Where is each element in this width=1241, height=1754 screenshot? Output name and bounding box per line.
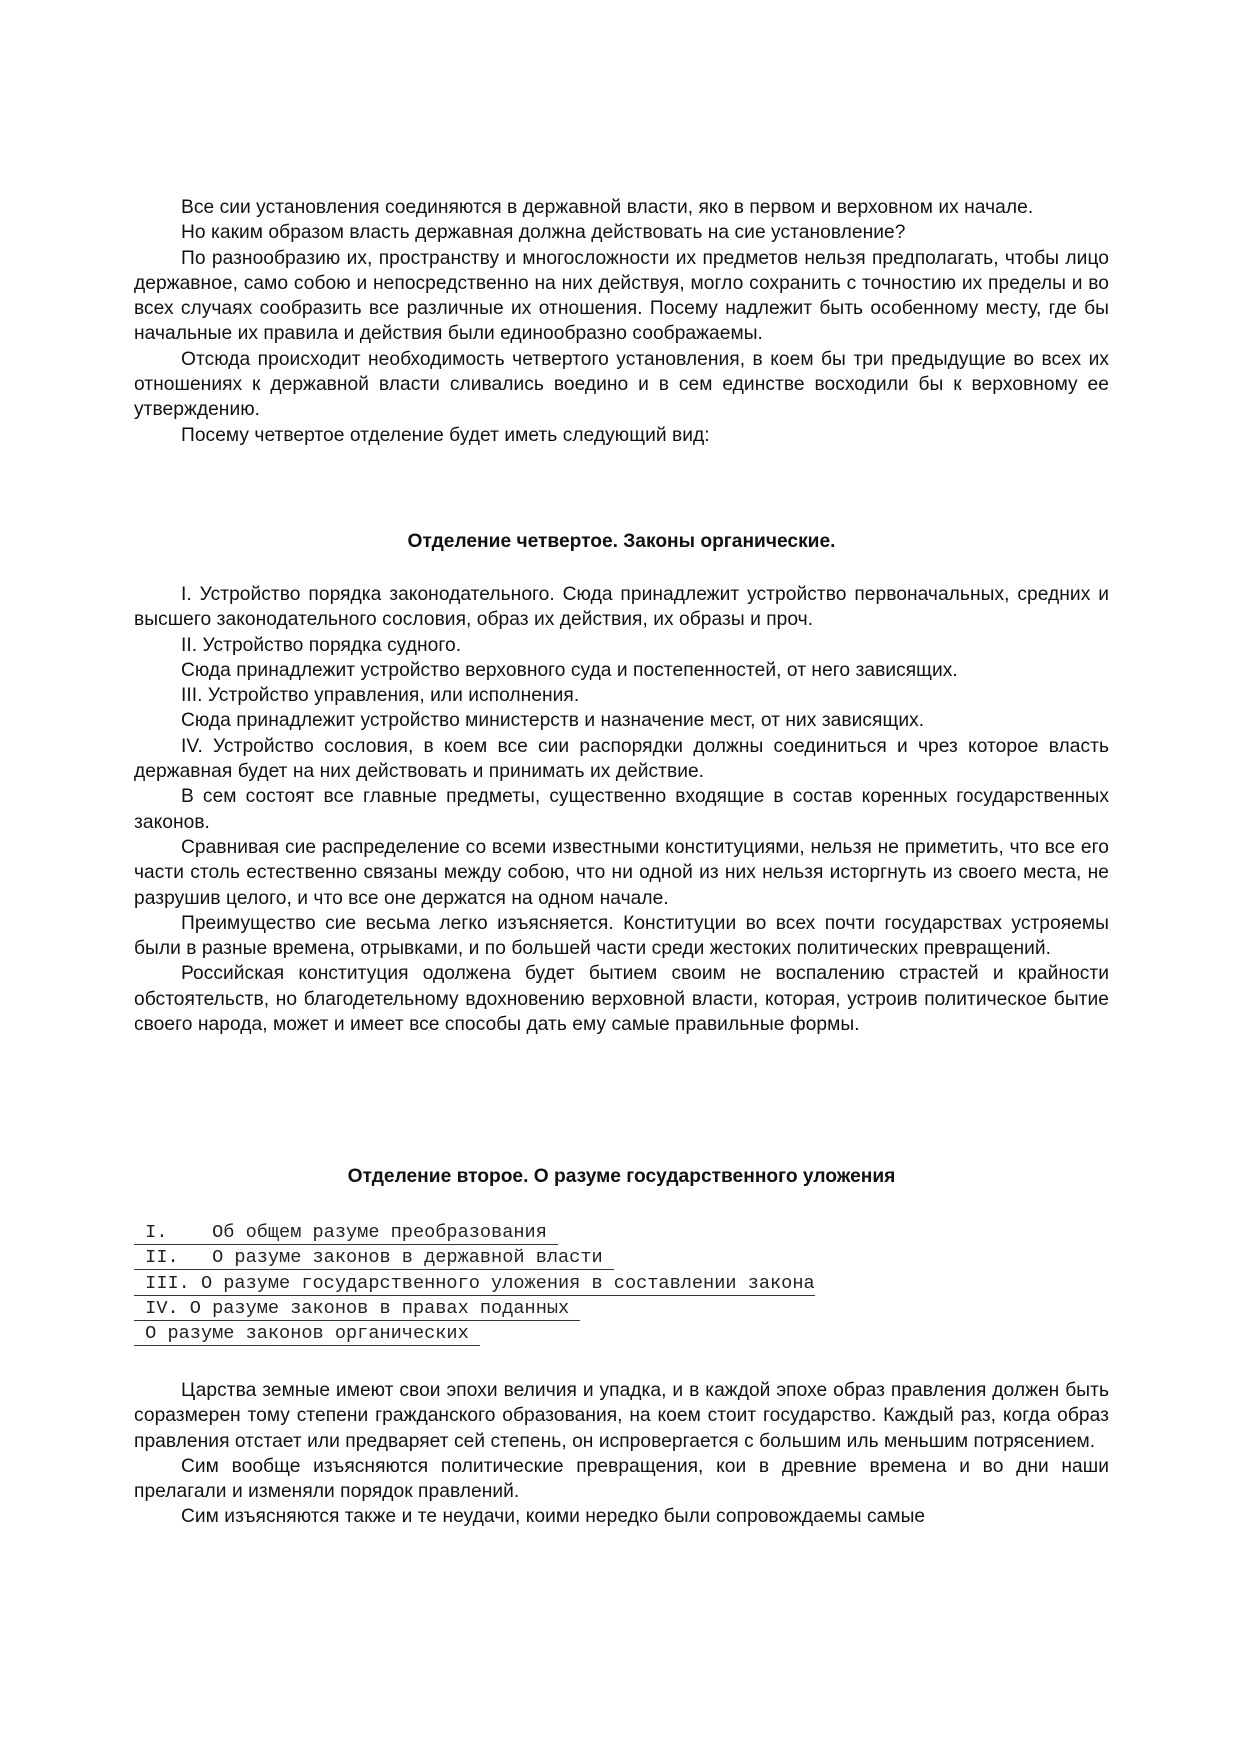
paragraph: Сравнивая сие распределение со всеми известными конституциями, нельзя не приметить, что все его части столь естественно связаны между собою, что ни одной из них нельзя исторгнуть из своего места, не разрушив целого, и что все оне держатся на одном начале. [134, 836, 1109, 909]
toc-entry: О разуме законов органических [134, 1323, 480, 1345]
paragraph: I. Устройство порядка законодательного. Сюда принадлежит устройство первоначальных, средних и высшего законодательного сословия, образ их действия, их образы и проч. [134, 584, 1109, 631]
section-heading: Отделение второе. О разуме государственного уложения [347, 1166, 896, 1187]
toc-row [134, 1246, 1109, 1271]
paragraph: В сем состоят все главные предметы, существенно входящие в состав коренных государственных законов. [134, 786, 1109, 833]
bottom-text-block [134, 1378, 1109, 1530]
toc-row [134, 1221, 1109, 1246]
paragraph: Посему четвертое отделение будет иметь следующий вид: [181, 424, 710, 446]
table-of-contents [134, 1221, 1109, 1347]
paragraph: Но каким образом власть державная должна действовать на сие установление? [181, 222, 906, 244]
paragraph: Сюда принадлежит устройство министерств и назначение мест, от них зависящих. [181, 710, 925, 732]
section-heading: Отделение четвертое. Законы органические. [407, 531, 836, 552]
toc-entry: II. О разуме законов в державной власти [134, 1247, 614, 1269]
paragraph: По разнообразию их, пространству и многосложности их предметов нельзя предполагать, чтобы лицо державное, само собою и непосредственно на них действуя, могло сохранить с точностию их пределы и во всех случаях сообразить все различные их отношения. Посему надлежит быть особенному месту, где бы начальные их правила и действия были единообразно соображаемы. [134, 247, 1109, 345]
paragraph: II. Устройство порядка судного. [181, 634, 462, 656]
toc-row [134, 1322, 1109, 1347]
paragraph: Российская конституция одолжена будет бытием своим не воспалению страстей и крайности обстоятельств, но благодетельному вдохновению верховной власти, которая, устроив политическое бытие своего народа, может и имеет все способы дать ему самые правильные формы. [134, 963, 1109, 1036]
toc-row [134, 1272, 1109, 1297]
paragraph: IV. Устройство сословия, в коем все сии распорядки должны соединиться и чрез которое власть державная будет на них действовать и принимать их действие. [134, 735, 1109, 783]
paragraph: Сим изъясняются также и те неудачи, коими нередко были сопровождаемы самые [181, 1506, 926, 1528]
middle-text-block [134, 582, 1109, 1037]
paragraph: Царства земные имеют свои эпохи величия и упадка, и в каждой эпохе образ правления должен быть соразмерен тому степени гражданского образования, на коем стоит государство. Каждый раз, когда образ правления отстает или предваряет сей степень, он испровергается с большим иль меньшим потрясением. [134, 1380, 1109, 1452]
paragraph: Сим вообще изъясняются политические превращения, кои в древние времена и во дни наши прелагали и изменяли порядок правлений. [134, 1455, 1109, 1503]
paragraph: Преимущество сие весьма легко изъясняется. Конституции во всех почти государствах устрояемы были в разные времена, отрывками, и по большей части среди жестоких политических превращений. [134, 912, 1109, 960]
toc-entry: III. О разуме государственного уложения в составлении закона [134, 1272, 815, 1294]
paragraph: Сюда принадлежит устройство верховного суда и постепенностей, от него зависящих. [181, 659, 958, 681]
paragraph: Отсюда происходит необходимость четвертого установления, в коем бы три предыдущие во всех их отношениях к державной власти сливались воедино и в сем единстве восходили бы к верховному ее утверждению. [134, 348, 1109, 421]
toc-entry: I. Об общем разуме преобразования [134, 1222, 559, 1243]
paragraph: III. Устройство управления, или исполнения. [181, 685, 580, 707]
toc-row [134, 1297, 1109, 1322]
top-text-block [134, 195, 1109, 448]
toc-entry: IV. О разуме законов в правах поданных [134, 1297, 581, 1319]
paragraph: Все сии установления соединяются в державной власти, яко в первом и верховном их начале. [181, 197, 1034, 218]
